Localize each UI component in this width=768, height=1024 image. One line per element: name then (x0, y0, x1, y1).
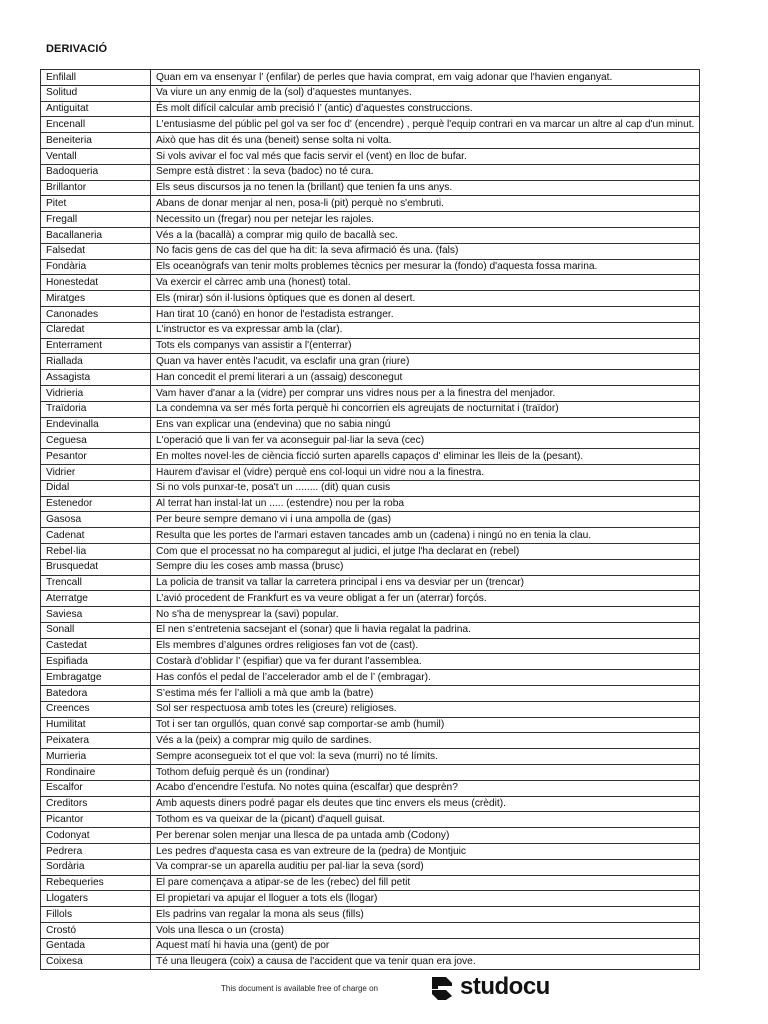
example-sentence-cell: No facis gens de cas del que ha dit: la seva afirmació és una. (fals) (151, 243, 700, 259)
example-sentence-cell: Ens van explicar una (endevina) que no sabia ningú (151, 417, 700, 433)
table-row (41, 765, 700, 781)
derived-word-cell: Ceguesa (41, 433, 151, 449)
derived-word-cell: Creditors (41, 796, 151, 812)
table-row (41, 844, 700, 860)
derived-word-cell: Vidrier (41, 464, 151, 480)
derived-word-cell: Didal (41, 480, 151, 496)
table-row (41, 812, 700, 828)
table-row (41, 449, 700, 465)
table-row (41, 543, 700, 559)
example-sentence-cell: Va viure un any enmig de la (sol) d’aquestes muntanyes. (151, 85, 700, 101)
example-sentence-cell: Com que el processat no ha comparegut al judici, el jutge l'ha declarat en (rebel) (151, 543, 700, 559)
example-sentence-cell: El pare començava a atipar-se de les (rebec) del fill petit (151, 875, 700, 891)
derived-word-cell: Antiguitat (41, 101, 151, 117)
example-sentence-cell: L'operació que li van fer va aconseguir pal·liar la seva (cec) (151, 433, 700, 449)
derived-word-cell: Pesantor (41, 449, 151, 465)
example-sentence-cell: Quan va haver entès l'acudit, va esclafir una gran (riure) (151, 354, 700, 370)
derived-word-cell: Falsedat (41, 243, 151, 259)
example-sentence-cell: L'entusiasme del públic pel gol va ser foc d' (encendre) , perquè l'equip contrari en va marcar un altre al cap d'un minut. (151, 117, 700, 133)
example-sentence-cell: Si no vols punxar-te, posa't un ........ (dit) quan cusis (151, 480, 700, 496)
derived-word-cell: Gentada (41, 938, 151, 954)
example-sentence-cell: En moltes novel·les de ciència ficció surten aparells capaços d' eliminar les lleis de la (pesant). (151, 449, 700, 465)
table-row (41, 591, 700, 607)
table-row (41, 954, 700, 970)
example-sentence-cell: Per beure sempre demano vi i una ampolla de (gas) (151, 512, 700, 528)
derived-word-cell: Embragatge (41, 670, 151, 686)
derived-word-cell: Riallada (41, 354, 151, 370)
derived-word-cell: Espifiada (41, 654, 151, 670)
studocu-logo-icon[interactable] (424, 973, 460, 1003)
example-sentence-cell: Tot i ser tan orgullós, quan convé sap comportar-se amb (humil) (151, 717, 700, 733)
table-row (41, 780, 700, 796)
example-sentence-cell: Al terrat han instal·lat un ..... (estendre) nou per la roba (151, 496, 700, 512)
example-sentence-cell: Amb aquests diners podré pagar els deutes que tinc envers els meus (crèdit). (151, 796, 700, 812)
derived-word-cell: Brusquedat (41, 559, 151, 575)
derived-word-cell: Codonyat (41, 828, 151, 844)
example-sentence-cell: Abans de donar menjar al nen, posa-li (pit) perquè no s'embruti. (151, 196, 700, 212)
table-row (41, 212, 700, 228)
table-row (41, 306, 700, 322)
derived-word-cell: Gasosa (41, 512, 151, 528)
derived-word-cell: Trencall (41, 575, 151, 591)
table-row (41, 196, 700, 212)
derived-word-cell: Fregall (41, 212, 151, 228)
derived-word-cell: Aterratge (41, 591, 151, 607)
table-row (41, 338, 700, 354)
table-row (41, 133, 700, 149)
derived-word-cell: Sonall (41, 622, 151, 638)
table-row (41, 622, 700, 638)
table-row (41, 559, 700, 575)
table-row (41, 275, 700, 291)
derived-word-cell: Claredat (41, 322, 151, 338)
example-sentence-cell: Han tirat 10 (canó) en honor de l'estadista estranger. (151, 306, 700, 322)
derived-word-cell: Saviesa (41, 607, 151, 623)
example-sentence-cell: La condemna va ser més forta perquè hi concorrien els agreujats de nocturnitat i (traïdor) (151, 401, 700, 417)
example-sentence-cell: El propietari va apujar el lloguer a tots els (llogar) (151, 891, 700, 907)
derived-word-cell: Murrieria (41, 749, 151, 765)
table-row (41, 464, 700, 480)
derived-word-cell: Coixesa (41, 954, 151, 970)
example-sentence-cell: Els (mirar) són il·lusions òptiques que es donen al desert. (151, 291, 700, 307)
example-sentence-cell: Les pedres d'aquesta casa es van extreure de la (pedra) de Montjuic (151, 844, 700, 860)
derived-word-cell: Bacallaneria (41, 227, 151, 243)
table-row (41, 227, 700, 243)
table-row (41, 828, 700, 844)
derived-word-cell: Sordària (41, 859, 151, 875)
derived-word-cell: Badoqueria (41, 164, 151, 180)
example-sentence-cell: Per berenar solen menjar una llesca de pa untada amb (Codony) (151, 828, 700, 844)
table-row (41, 701, 700, 717)
example-sentence-cell: Tothom es va queixar de la (picant) d'aquell guisat. (151, 812, 700, 828)
example-sentence-cell: Si vols avivar el foc val més que facis servir el (vent) en lloc de bufar. (151, 148, 700, 164)
example-sentence-cell: No s'ha de menysprear la (savi) popular. (151, 607, 700, 623)
example-sentence-cell: Vols una llesca o un (crosta) (151, 923, 700, 939)
table-row (41, 354, 700, 370)
table-row (41, 480, 700, 496)
table-row (41, 370, 700, 386)
example-sentence-cell: És molt difícil calcular amb precisió l’ (antic) d’aquestes construccions. (151, 101, 700, 117)
example-sentence-cell: Quan em va ensenyar l’ (enfilar) de perles que havia comprat, em vaig adonar que l'havien enganyat. (151, 70, 700, 86)
table-row (41, 148, 700, 164)
table-row (41, 322, 700, 338)
example-sentence-cell: Els seus discursos ja no tenen la (brillant) que tenien fa uns anys. (151, 180, 700, 196)
derived-word-cell: Humilitat (41, 717, 151, 733)
table-row (41, 512, 700, 528)
derived-word-cell: Fondària (41, 259, 151, 275)
table-row (41, 85, 700, 101)
table-row (41, 923, 700, 939)
example-sentence-cell: Tots els companys van assistir a l'(enterrar) (151, 338, 700, 354)
derived-word-cell: Honestedat (41, 275, 151, 291)
example-sentence-cell: Acabo d’encendre l’estufa. No notes quina (escalfar) que desprèn? (151, 780, 700, 796)
derived-word-cell: Brillantor (41, 180, 151, 196)
table-row (41, 101, 700, 117)
table-row (41, 401, 700, 417)
footer-text: This document is available free of charge on (221, 984, 378, 993)
example-sentence-cell: Han concedit el premi literari a un (assaig) desconegut (151, 370, 700, 386)
example-sentence-cell: Sempre aconsegueix tot el que vol: la seva (murri) no té límits. (151, 749, 700, 765)
table-row (41, 291, 700, 307)
example-sentence-cell: Vés a la (bacallà) a comprar mig quilo de bacallà sec. (151, 227, 700, 243)
example-sentence-cell: Resulta que les portes de l'armari estaven tancades amb un (cadena) i ningú no en tenia la clau. (151, 528, 700, 544)
table-row (41, 638, 700, 654)
example-sentence-cell: Sol ser respectuosa amb totes les (creure) religioses. (151, 701, 700, 717)
table-row (41, 749, 700, 765)
derivation-table (40, 69, 700, 970)
table-row (41, 496, 700, 512)
derived-word-cell: Creences (41, 701, 151, 717)
derived-word-cell: Miratges (41, 291, 151, 307)
table-row (41, 433, 700, 449)
example-sentence-cell: Té una lleugera (coix) a causa de l'accident que va tenir quan era jove. (151, 954, 700, 970)
derived-word-cell: Castedat (41, 638, 151, 654)
derived-word-cell: Beneiteria (41, 133, 151, 149)
derived-word-cell: Peixatera (41, 733, 151, 749)
example-sentence-cell: Vam haver d'anar a la (vidre) per comprar uns vidres nous per a la finestra del menjador. (151, 385, 700, 401)
table-row (41, 259, 700, 275)
table-row (41, 385, 700, 401)
derived-word-cell: Pedrera (41, 844, 151, 860)
example-sentence-cell: Has confós el pedal de l’accelerador amb el de l’ (embragar). (151, 670, 700, 686)
table-row (41, 528, 700, 544)
page-title: DERIVACIÓ (46, 43, 108, 55)
footer (0, 970, 768, 1010)
example-sentence-cell: Vés a la (peix) a comprar mig quilo de sardines. (151, 733, 700, 749)
derived-word-cell: Canonades (41, 306, 151, 322)
example-sentence-cell: Això que has dit és una (beneit) sense solta ni volta. (151, 133, 700, 149)
table-row (41, 670, 700, 686)
table-row (41, 686, 700, 702)
example-sentence-cell: L’avió procedent de Frankfurt es va veure obligat a fer un (aterrar) forçós. (151, 591, 700, 607)
example-sentence-cell: Aquest matí hi havia una (gent) de por (151, 938, 700, 954)
derived-word-cell: Traïdoria (41, 401, 151, 417)
example-sentence-cell: Els oceanògrafs van tenir molts problemes tècnics per mesurar la (fondo) d'aquesta fossa marina. (151, 259, 700, 275)
table-row (41, 70, 700, 86)
example-sentence-cell: Sempre diu les coses amb massa (brusc) (151, 559, 700, 575)
table-row (41, 891, 700, 907)
example-sentence-cell: La policia de transit va tallar la carretera principal i ens va desviar per un (trencar) (151, 575, 700, 591)
derived-word-cell: Crostó (41, 923, 151, 939)
example-sentence-cell: S’estima més fer l’allioli a mà que amb la (batre) (151, 686, 700, 702)
example-sentence-cell: Sempre està distret : la seva (badoc) no té cura. (151, 164, 700, 180)
derived-word-cell: Cadenat (41, 528, 151, 544)
example-sentence-cell: L'instructor es va expressar amb la (clar). (151, 322, 700, 338)
table-row (41, 575, 700, 591)
derived-word-cell: Fillols (41, 907, 151, 923)
table-row (41, 654, 700, 670)
table-row (41, 796, 700, 812)
derived-word-cell: Vidrieria (41, 385, 151, 401)
derivation-table-body (41, 70, 700, 970)
derived-word-cell: Rebequeries (41, 875, 151, 891)
studocu-brand[interactable]: studocu (460, 973, 550, 1000)
derived-word-cell: Ventall (41, 148, 151, 164)
table-row (41, 733, 700, 749)
example-sentence-cell: Costarà d’oblidar l’ (espifiar) que va fer durant l’assemblea. (151, 654, 700, 670)
table-row (41, 607, 700, 623)
derived-word-cell: Batedora (41, 686, 151, 702)
derived-word-cell: Estenedor (41, 496, 151, 512)
example-sentence-cell: Va comprar-se un aparella auditiu per pal·liar la seva (sord) (151, 859, 700, 875)
example-sentence-cell: Va exercir el càrrec amb una (honest) total. (151, 275, 700, 291)
table-row (41, 164, 700, 180)
derived-word-cell: Assagista (41, 370, 151, 386)
derived-word-cell: Encenall (41, 117, 151, 133)
example-sentence-cell: El nen s’entretenia sacsejant el (sonar) que li havia regalat la padrina. (151, 622, 700, 638)
example-sentence-cell: Tothom defuig perquè és un (rondinar) (151, 765, 700, 781)
derived-word-cell: Llogaters (41, 891, 151, 907)
derived-word-cell: Rondinaire (41, 765, 151, 781)
table-row (41, 717, 700, 733)
example-sentence-cell: Haurem d'avisar el (vidre) perquè ens col·loqui un vidre nou a la finestra. (151, 464, 700, 480)
example-sentence-cell: Els membres d’algunes ordres religioses fan vot de (cast). (151, 638, 700, 654)
example-sentence-cell: Els padrins van regalar la mona als seus (fills) (151, 907, 700, 923)
table-row (41, 938, 700, 954)
table-row (41, 243, 700, 259)
table-row (41, 417, 700, 433)
derived-word-cell: Enfilall (41, 70, 151, 86)
table-row (41, 117, 700, 133)
derived-word-cell: Picantor (41, 812, 151, 828)
table-row (41, 875, 700, 891)
table-row (41, 907, 700, 923)
derived-word-cell: Endevinalla (41, 417, 151, 433)
table-row (41, 180, 700, 196)
derived-word-cell: Enterrament (41, 338, 151, 354)
table-row (41, 859, 700, 875)
derived-word-cell: Escalfor (41, 780, 151, 796)
derived-word-cell: Pitet (41, 196, 151, 212)
derived-word-cell: Rebel·lia (41, 543, 151, 559)
derived-word-cell: Solitud (41, 85, 151, 101)
example-sentence-cell: Necessito un (fregar) nou per netejar les rajoles. (151, 212, 700, 228)
